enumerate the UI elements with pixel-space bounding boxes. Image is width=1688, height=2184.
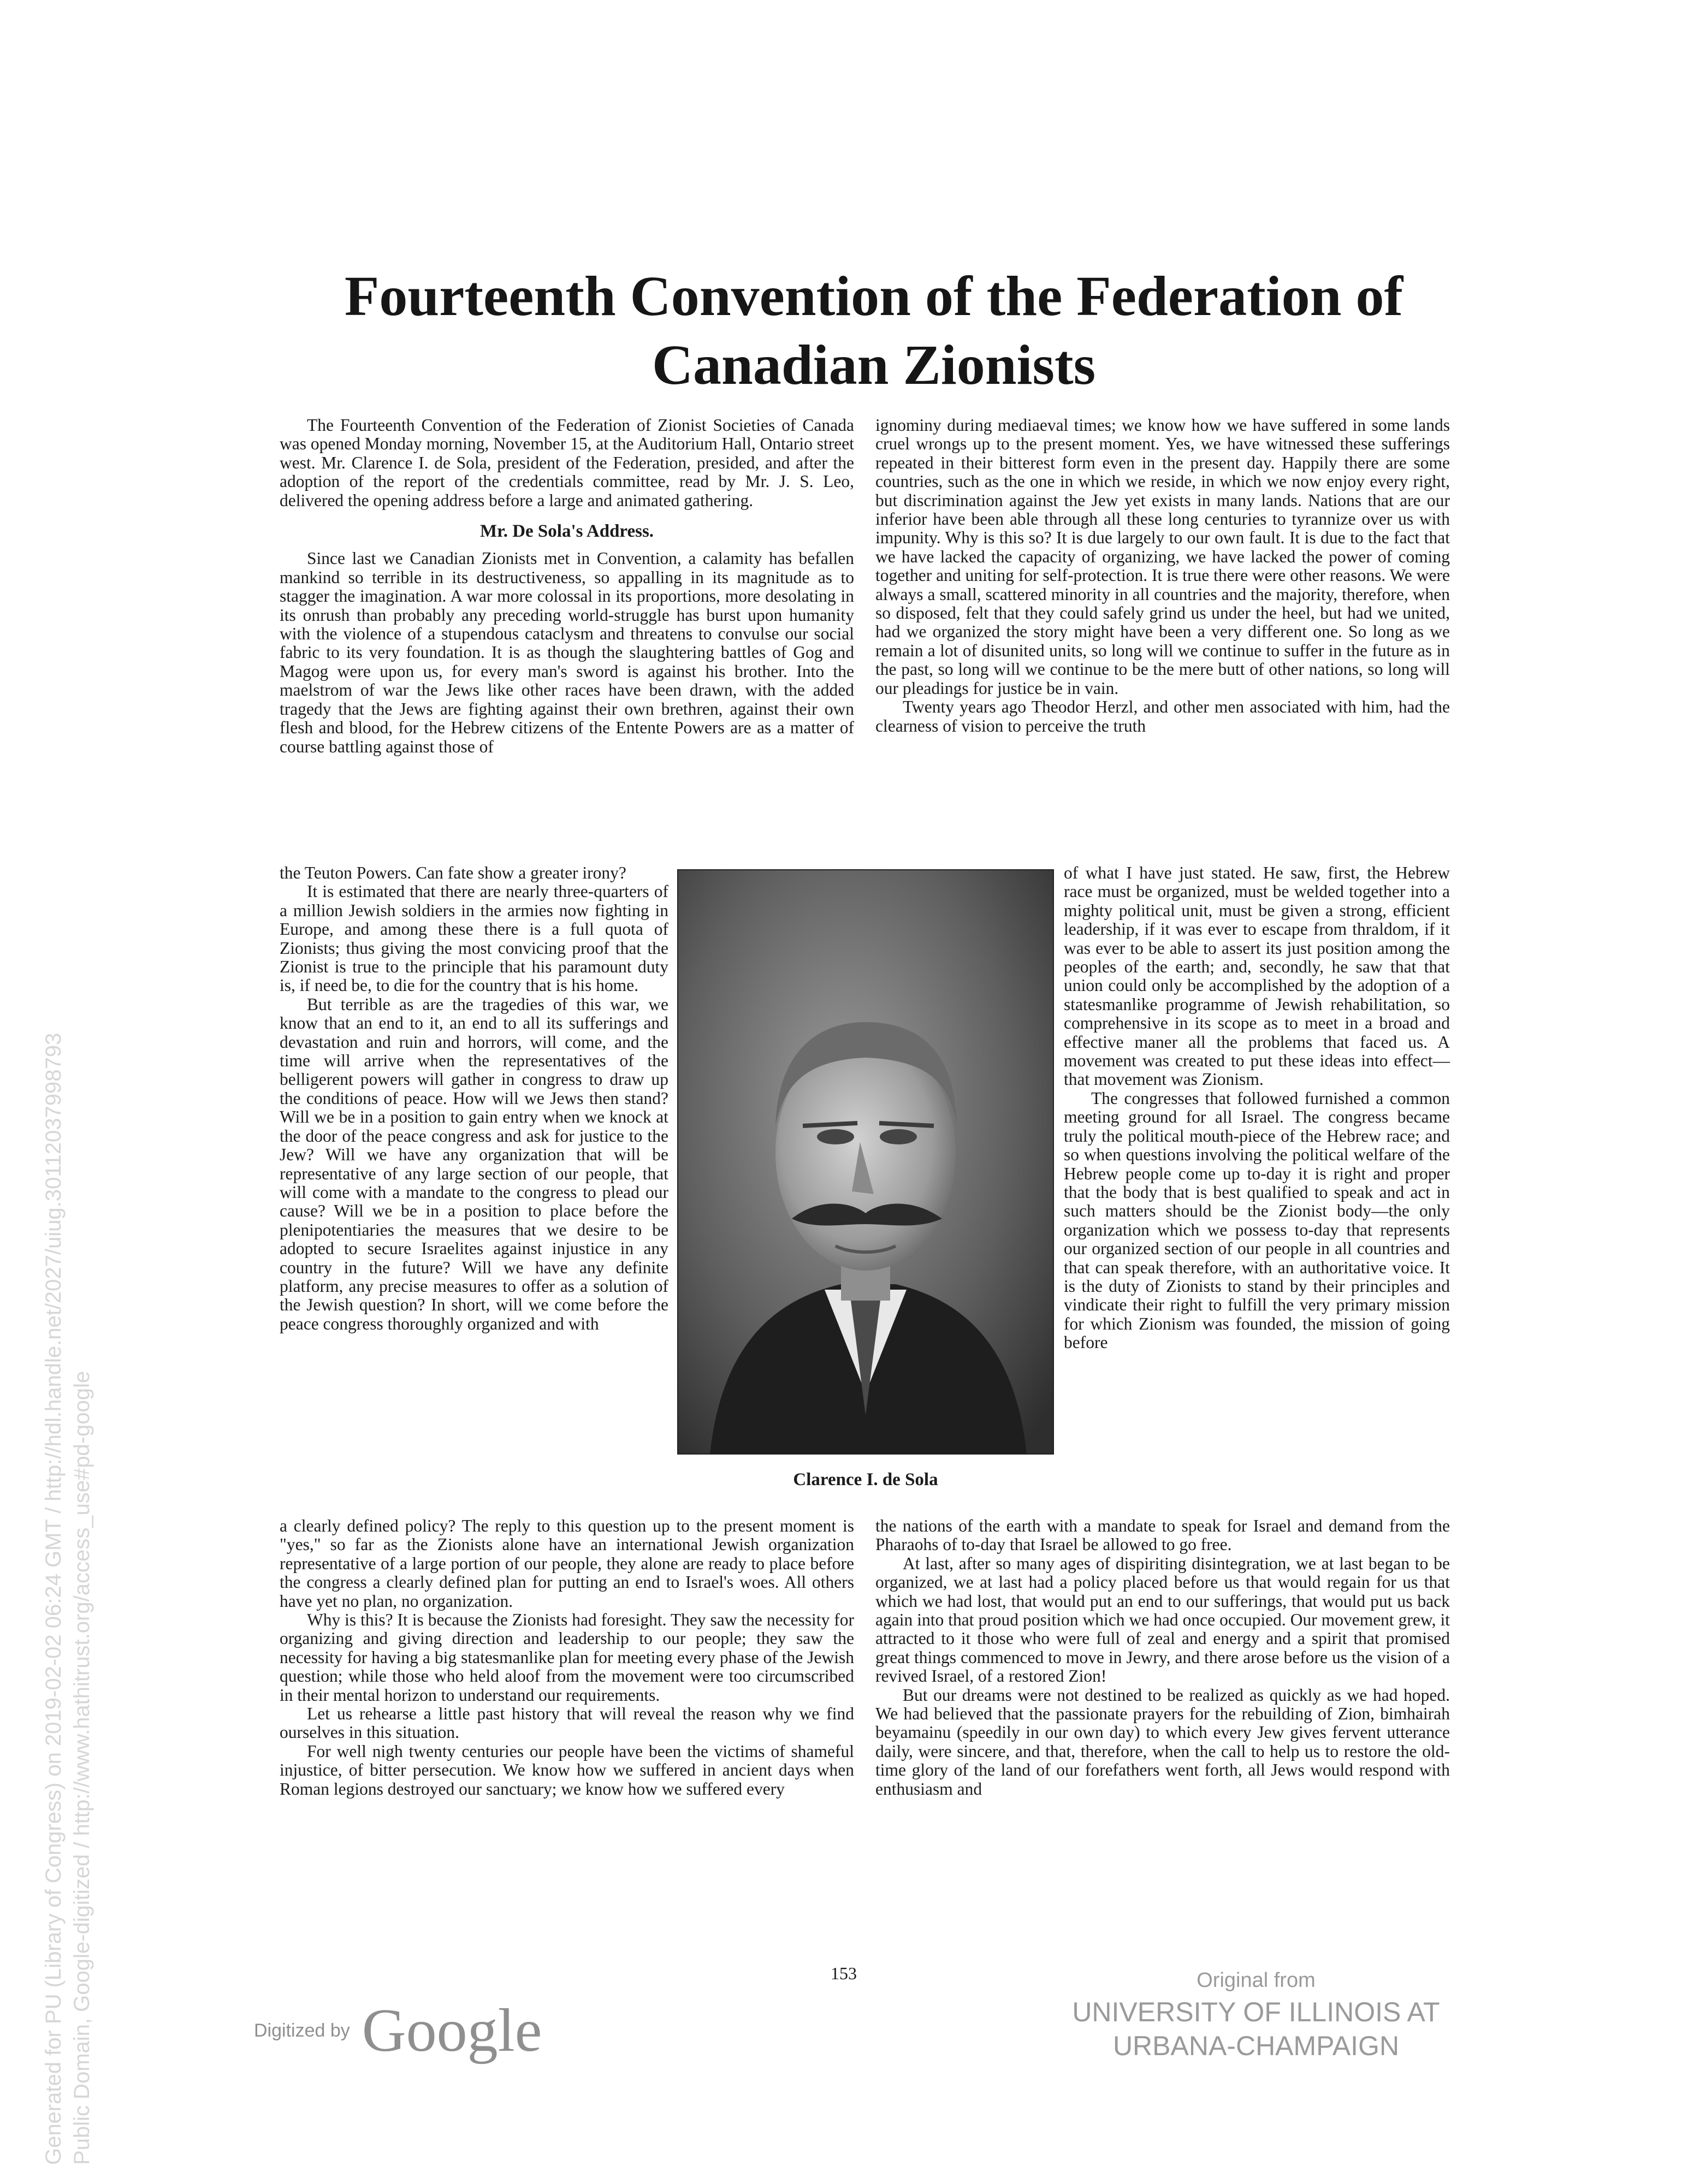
body-paragraph: of what I have just stated. He saw, first, the Hebrew race must be organized, must be welded together into a mighty political unit, must be given a strong, efficient leadership, if it was ever to escape from thraldom, if it was ever to be able to assert its just position among the peoples of the earth; and, secondly, he saw that that union could only be accomplished by the adoption of a statesmanlike programme of Jewish rehabilitation, so comprehensive in its scope as to meet in a broad and effective maner all the problems that faced us. A movement was created to put these ideas into effect—that movement was Zionism.: [1064, 863, 1450, 1089]
portrait-photo: [677, 869, 1054, 1455]
body-paragraph: Twenty years ago Theodor Herzl, and other men associated with him, had the clearness of vision to perceive the truth: [875, 697, 1450, 735]
left-column-narrow: [280, 864, 668, 1333]
body-paragraph: For well nigh twenty centuries our people have been the victims of shameful injustice, of bitter persecution. We know how we suffered in ancient days when Roman legions destroyed our sanctuary; we know how we suffered every: [280, 1741, 854, 1799]
right-column-top: [875, 416, 1450, 735]
body-paragraph: the Teuton Powers. Can fate show a greater irony?: [280, 863, 626, 882]
side-watermark-generated: Generated for PU (Library of Congress) on 2019-02-02 06:24 GMT / http://hdl.handle.net/2027/uiug.30112037998793: [42, 1032, 66, 2165]
body-paragraph: ignominy during mediaeval times; we know how we have suffered in some lands cruel wrongs up to the present moment. Yes, we have witnessed these sufferings repeated in their bitterest form even in the present day. Happily there are some countries, such as the one in which we reside, in which we now enjoy every right, but discrimination against the Jew yet exists in many lands. Nations that are our inferior have been able through all these long centuries to tyrannize over us with impunity. Why is this so? It is due largely to our own fault. It is due to the fact that we have lacked the capacity of organizing, we have lacked the power of coming together and uniting for self-protection. It is true there were other reasons. We were always a small, scattered minority in all countries and the majority, therefore, when so disposed, felt that they could safely grind us under the heel, but had we united, had we organized the story might have been a very different one. So long as we remain a lot of disunited units, so long will we continue to suffer in the future as in the past, so long will we continue to be the mere butt of other nations, so long will our pleadings for justice be in vain.: [875, 416, 1450, 698]
article-title: Fourteenth Convention of the Federation of Canadian Zionists: [344, 265, 1403, 396]
google-logo-text: Google: [362, 1997, 542, 2064]
digitized-by-label: Digitized by: [254, 2020, 350, 2041]
side-watermark-public-domain: Public Domain, Google-digitized / http://www.hathitrust.org/access_use#pd-google: [70, 1370, 94, 2165]
body-paragraph: But terrible as are the tragedies of this war, we know that an end to it, an end to all its sufferings and devastation and ruin and horrors, will come, and the time will arrive when the representatives of the belligerent powers will gather in congress to draw up the conditions of peace. How will we Jews then stand? Will we be in a position to gain entry when we knock at the door of the peace congress and ask for justice to the Jew? Will we have any organization that will be representative of any large section of our people, that will come with a mandate to the congress to plead our cause? Will we be in a position to place before the plenipotentiaries the measures that we desire to be adopted to secure Israelites against injustice in any country in the future? Will we have any definite platform, any precise measures to offer as a solution of the Jewish question? In short, will we come before the peace congress thoroughly organized and with: [280, 994, 668, 1333]
left-column-top: [280, 416, 854, 756]
university-name-line2: URBANA-CHAMPAIGN: [1112, 2031, 1400, 2061]
body-paragraph: At last, after so many ages of dispiriting disintegration, we at last began to be organized, we at last had a policy placed before us that would regain for us that which we had lost, that would put an end to our sufferings, that would put us back again into that proud position which we had once occupied. Our movement grew, it attracted to it those who were full of zeal and energy and a spirit that promised great things commenced to move in Jewry, and there arose before us the vision of a revived Israel, of a restored Zion!: [875, 1553, 1450, 1686]
page-number: 153: [831, 1963, 857, 1983]
body-paragraph: Let us rehearse a little past history that will reveal the reason why we find ourselves in this situation.: [280, 1704, 854, 1742]
digitized-by-google: [254, 1996, 542, 2066]
left-column-bottom: [280, 1517, 854, 1799]
university-name-line1: UNIVERSITY OF ILLINOIS AT: [1072, 1997, 1440, 2027]
photo-caption: Clarence I. de Sola: [793, 1470, 938, 1489]
body-paragraph: a clearly defined policy? The reply to this question up to the present moment is "yes," so far as the Zionists alone have an international Jewish organization representative of a large portion of our people, they alone are ready to place before the congress a clearly defined plan for putting an end to Israel's woes. All others have yet no plan, no organization.: [280, 1516, 854, 1611]
intro-paragraph: The Fourteenth Convention of the Federation of Zionist Societies of Canada was opened Monday morning, November 15, at the Auditorium Hall, Ontario street west. Mr. Clarence I. de Sola, president of the Federation, presided, and after the adoption of the report of the credentials committee, read by Mr. J. S. Leo, delivered the opening address before a large and animated gathering.: [280, 416, 854, 510]
subheading: Mr. De Sola's Address.: [479, 521, 654, 542]
original-from-label: Original from: [1197, 1969, 1316, 1992]
body-paragraph: Since last we Canadian Zionists met in Convention, a calamity has befallen mankind so terrible in its destructiveness, so appalling in its magnitude as to stagger the imagination. A war more colossal in its proportions, more desolating in its onrush than probably any preceding world-struggle has burst upon humanity with the violence of a stupendous cataclysm and threatens to convulse our social fabric to its very foundation. It is as though the slaughtering battles of Gog and Magog were upon us, for every man's sword is against his brother. Into the maelstrom of war the Jews like other races have been drawn, with the added tragedy that the Jews are fighting against their own brethren, against their own flesh and blood, for the Hebrew citizens of the Entente Powers are as a matter of course battling against those of: [280, 549, 854, 756]
body-paragraph: The congresses that followed furnished a common meeting ground for all Israel. The congress became truly the political mouth-piece of the Hebrew race; and so when questions involving the political welfare of the Hebrew people come up to-day it is right and proper that the body that is best qualified to speak and act in such matters should be the Zionist body—the only organization which we possess to-day that represents our organized section of our people in all countries and that can speak therefore, with an authoritative voice. It is the duty of Zionists to stand by their principles and vindicate their right to fulfill the very primary mission for which Zionism was founded, the mission of going before: [1064, 1088, 1450, 1352]
right-column-narrow: [1064, 864, 1450, 1352]
body-paragraph: the nations of the earth with a mandate to speak for Israel and demand from the Pharaohs of to-day that Israel be allowed to go free.: [875, 1516, 1450, 1554]
body-paragraph: But our dreams were not destined to be realized as quickly as we had hoped. We had believed that the passionate prayers for the rebuilding of Zion, bimhairah beyamainu (speedily in our own day) to which every Jew gives fervent utterance daily, were sincere, and that, therefore, when the call to help us to restore the old-time glory of the land of our forefathers went forth, all Jews would respond with enthusiasm and: [875, 1685, 1450, 1799]
body-paragraph: It is estimated that there are nearly three-quarters of a million Jewish soldiers in the armies now fighting in Europe, and among these there is a full quota of Zionists; thus giving the most convicing proof that the Zionist is true to the principle that his paramount duty is, if need be, to die for the country that is his home.: [280, 882, 668, 995]
original-from-notice: [1065, 1966, 1447, 2063]
body-paragraph: Why is this? It is because the Zionists had foresight. They saw the necessity for organizing and giving direction and leadership to our people; they saw the necessity for having a big statesmanlike plan for meeting every phase of the Jewish question; while those who held aloof from the movement were too circumscribed in their mental horizon to understand our requirements.: [280, 1610, 854, 1705]
right-column-bottom: [875, 1517, 1450, 1799]
